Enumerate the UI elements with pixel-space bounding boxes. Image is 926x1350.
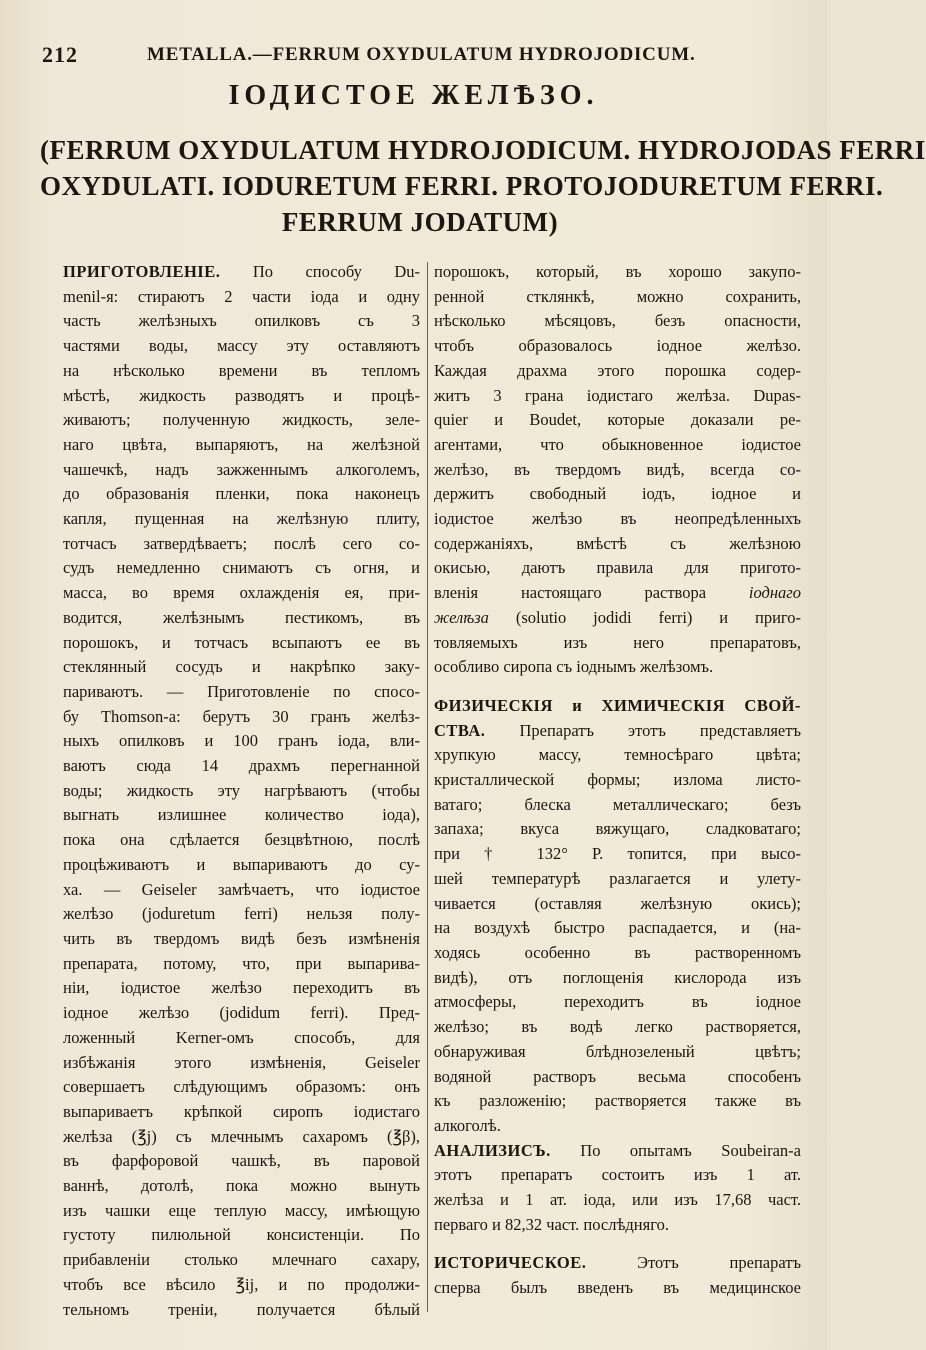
- text-line: чтобъ все вѣсило ℥ij, и по продолжи-: [63, 1274, 420, 1294]
- text-fragment: По способу Du-: [252, 262, 420, 281]
- text-line: держитъ свободный іодъ, іодное и: [434, 484, 801, 504]
- text-line: алкоголѣ.: [434, 1115, 501, 1135]
- text-line: тотчасъ затвердѣваетъ; послѣ сего со-: [63, 533, 420, 553]
- text-line: товляемыхъ изъ него препаратовъ,: [434, 632, 801, 652]
- text-line: изъ чашки еще теплую массу, имѣющую: [63, 1200, 420, 1220]
- latin-synonyms-line: FERRUM JODATUM): [281, 207, 559, 237]
- text-line: атмосферы, переходитъ въ іодное: [434, 992, 801, 1012]
- latin-synonyms: [40, 132, 926, 240]
- text-line: особливо сиропа съ іоднымъ желѣзомъ.: [434, 657, 714, 677]
- text-line: Каждая драхма этого порошка содер-: [434, 360, 801, 380]
- section-heading-preparation: ПРИГОТОВЛЕНІЕ.: [63, 262, 221, 281]
- latin-synonyms-line: OXYDULATI. IODURETUM FERRI. PROTOJODURETUM FERRI.: [40, 171, 884, 201]
- text-fragment: (solutio jodidi ferri) и приго-: [515, 607, 802, 627]
- right-column: [434, 260, 801, 1301]
- text-line: водится, желѣзнымъ пестикомъ, въ: [63, 607, 420, 627]
- text-line: въ фарфоровой чашкѣ, въ паровой: [63, 1151, 420, 1171]
- text-line: видѣ), отъ поглощенія кислорода изъ: [434, 967, 801, 987]
- text-line: мѣстѣ, жидкость разводятъ и процѣ-: [63, 385, 420, 405]
- text-line: выпариваетъ крѣпкой сиропъ іодистаго: [63, 1101, 420, 1121]
- text-line: ха. — Geiseler замѣчаетъ, что іодистое: [63, 879, 420, 899]
- text-line: ходясь особенно въ растворенномъ: [434, 942, 801, 962]
- text-line: масса, во время охлажденія ея, при-: [63, 583, 420, 603]
- text-line: частями воды, массу эту оставляютъ: [63, 336, 420, 356]
- text-line: ложенный Kerner-омъ способъ, для: [63, 1027, 420, 1047]
- text-line: menil-я: стираютъ 2 части іода и одну: [63, 286, 420, 306]
- text-line: пока она сдѣлается безцвѣтною, послѣ: [63, 830, 420, 850]
- left-column: [63, 260, 420, 1322]
- text-line: порошокъ, который, въ хорошо закупо-: [434, 262, 801, 281]
- text-line: запаха; вкуса вяжущаго, сладковатаго;: [434, 819, 801, 839]
- text-line: къ разложенію; растворяется также въ: [434, 1091, 801, 1111]
- text-line: окисью, даютъ правила для пригото-: [434, 558, 801, 578]
- text-line: чашечкѣ, надъ зажженнымъ алкоголемъ,: [63, 459, 420, 479]
- latin-synonyms-line: (FERRUM OXYDULATUM HYDROJODICUM. HYDROJODAS FERRI: [40, 135, 926, 165]
- text-line: житъ 3 грана іодистаго желѣза. Dupas-: [434, 385, 801, 405]
- text-line: прибавленіи столько млечнаго сахару,: [63, 1250, 420, 1270]
- text-line: воды; жидкость эту нагрѣваютъ (чтобы: [63, 780, 420, 800]
- text-line: перваго и 82,32 част. послѣдняго.: [434, 1214, 669, 1234]
- section-heading-properties-cont: СТВА.: [434, 720, 486, 740]
- text-line: на нѣсколько времени въ тепломъ: [63, 360, 420, 380]
- text-line: [63, 260, 420, 285]
- text-line: ваютъ сюда 14 драхмъ перегнанной: [63, 756, 420, 776]
- text-line: іодистое желѣзо въ неопредѣленныхъ: [434, 509, 801, 529]
- text-line: желѣзо; въ водѣ легко растворяется,: [434, 1017, 801, 1037]
- text-line: препарата, потому, что, при выпарива-: [63, 953, 420, 973]
- text-line: желѣза и 1 ат. іода, или изъ 17,68 част.: [434, 1190, 801, 1210]
- text-line: париваютъ. — Приготовленіе по спосо-: [63, 681, 420, 701]
- text-line: хрупкую массу, темносѣраго цвѣта;: [434, 745, 801, 765]
- column-divider: [427, 262, 428, 1312]
- text-line: quier и Boudet, которые доказали ре-: [434, 410, 801, 430]
- running-head: [42, 38, 797, 72]
- text-line: процѣживаютъ и выпариваютъ до су-: [63, 854, 420, 874]
- text-line: живаютъ; полученную жидкость, зеле-: [63, 410, 420, 430]
- article-title: ІОДИСТОЕ ЖЕЛѢЗО.: [228, 80, 599, 111]
- text-line: наго цвѣта, выпаряютъ, на желѣзной: [63, 434, 420, 454]
- text-line: [434, 1251, 801, 1276]
- text-line: избѣжанія этого измѣненія, Geiseler: [63, 1052, 420, 1072]
- text-line: бу Thomson-а: берутъ 30 гранъ желѣз-: [63, 706, 420, 726]
- text-line: ныхъ опилковъ и 100 гранъ іода, вли-: [63, 731, 420, 751]
- text-line: ренной стклянкѣ, можно сохранить,: [434, 286, 801, 306]
- text-fragment: Препаратъ этотъ представляетъ: [519, 720, 801, 740]
- text-line: стеклянный сосудъ и накрѣпко заку-: [63, 657, 420, 677]
- text-line: нѣсколько мѣсяцовъ, безъ опасности,: [434, 311, 801, 331]
- text-line: чивается (оставляя желѣзную окись);: [434, 893, 801, 913]
- text-line: часть желѣзныхъ опилковъ съ 3: [63, 311, 420, 331]
- section-heading-analysis: АНАЛИЗИСЪ.: [434, 1140, 551, 1160]
- text-line: ваннѣ, дотолѣ, пока можно вынуть: [63, 1176, 420, 1196]
- text-fragment: Этотъ препаратъ: [637, 1253, 802, 1273]
- text-line: капля, пущенная на желѣзную плиту,: [63, 509, 420, 529]
- running-title: METALLA.—FERRUM OXYDULATUM HYDROJODICUM.: [147, 44, 696, 65]
- text-line: шей температурѣ разлагается и улету-: [434, 868, 801, 888]
- text-line: судъ немедленно снимаютъ съ огня, и: [63, 558, 420, 578]
- text-line: [434, 581, 801, 606]
- text-line: желѣзо (joduretum ferri) нельзя полу-: [63, 904, 420, 924]
- italic-term: іоднаго: [748, 583, 801, 603]
- section-heading-history: ИСТОРИЧЕСКОЕ.: [434, 1253, 587, 1273]
- text-line: чтобъ образовалось іодное желѣзо.: [434, 336, 801, 356]
- text-line: [434, 1139, 801, 1164]
- text-line: желѣза (℥j) съ млечнымъ сахаромъ (℥β),: [63, 1126, 420, 1146]
- text-line: до образованія пленки, пока наконецъ: [63, 484, 420, 504]
- text-line: кристаллической формы; излома листо-: [434, 770, 801, 790]
- text-fragment: вленія настоящаго раствора: [434, 583, 707, 603]
- text-line: агентами, что обыкновенное іодистое: [434, 434, 801, 454]
- text-line: этотъ препаратъ состоитъ изъ 1 ат.: [434, 1165, 801, 1185]
- text-line: содержаніяхъ, вмѣстѣ съ желѣзною: [434, 533, 801, 553]
- text-line: тельномъ треніи, получается бѣлый: [63, 1299, 420, 1319]
- text-line: іодное желѣзо (jodidum ferri). Пред-: [63, 1003, 420, 1023]
- text-line: на воздухѣ быстро распадается, и (на-: [434, 918, 801, 938]
- text-line: выгнать излишнее количество іода),: [63, 805, 420, 825]
- italic-term: желѣза: [434, 607, 489, 627]
- text-line: ватаго; блеска металлическаго; безъ: [434, 794, 801, 814]
- section-gap: [434, 1237, 801, 1251]
- text-line: порошокъ, и тотчасъ всыпаютъ ее въ: [63, 632, 420, 652]
- text-line: сперва былъ введенъ въ медицинское: [434, 1278, 801, 1298]
- text-line: совершаетъ слѣдующимъ образомъ: онъ: [63, 1077, 420, 1097]
- text-line: [434, 606, 801, 631]
- page-number: 212: [42, 42, 78, 67]
- text-line: желѣзо, въ твердомъ видѣ, всегда со-: [434, 459, 801, 479]
- text-line: [434, 719, 801, 744]
- text-fragment: По опытамъ Soubeiran-а: [580, 1140, 802, 1160]
- text-line: водяной растворъ весьма способенъ: [434, 1066, 801, 1086]
- text-line: ніи, іодистое желѣзо переходитъ въ: [63, 978, 420, 998]
- text-line: чить въ твердомъ видѣ безъ измѣненія: [63, 928, 420, 948]
- text-line: обнаруживая блѣднозеленый цвѣтъ;: [434, 1041, 801, 1061]
- section-heading-properties: ФИЗИЧЕСКІЯ и ХИМИЧЕСКІЯ СВОЙ-: [434, 695, 801, 715]
- text-line: при † 132° Р. топится, при высо-: [434, 844, 801, 864]
- text-line: густоту пилюльной консистенціи. По: [63, 1225, 420, 1245]
- section-gap: [434, 680, 801, 694]
